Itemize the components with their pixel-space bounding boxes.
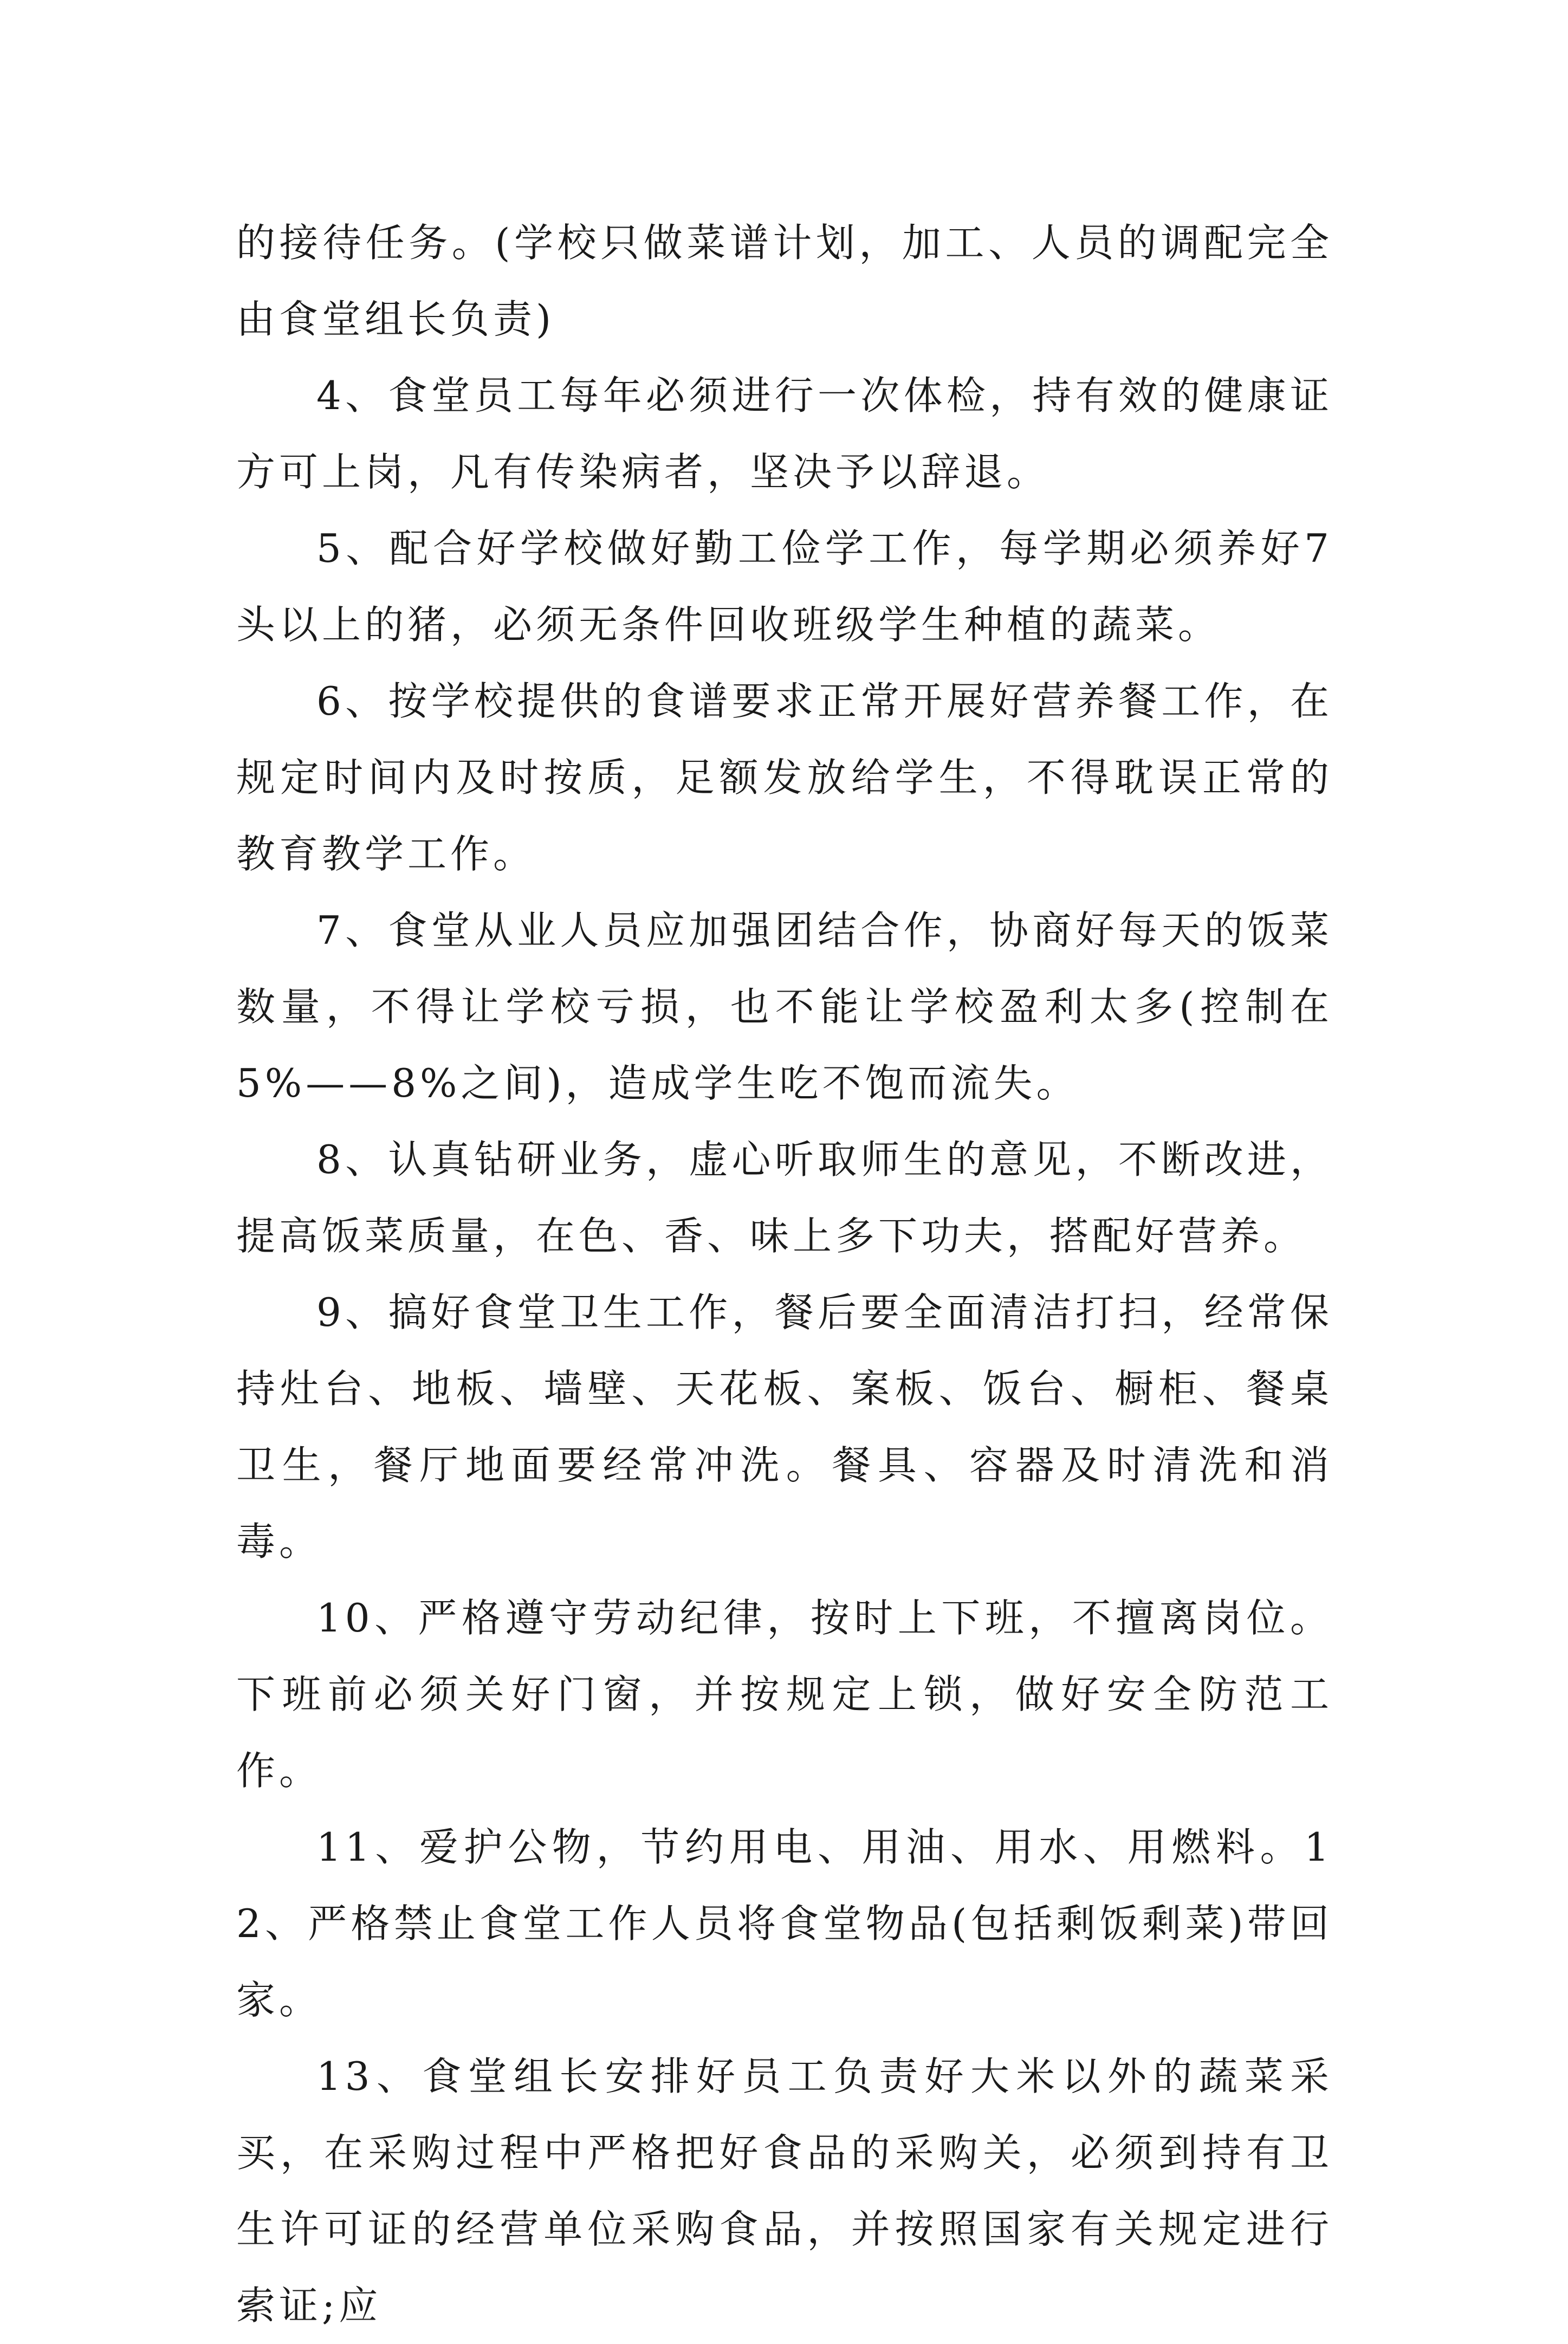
paragraph-item-7: 7、食堂从业人员应加强团结合作，协商好每天的饭菜数量，不得让学校亏损，也不能让学校盈利太多(控制在5%——8%之间)，造成学生吃不饱而流失。 <box>236 908 1333 1106</box>
document-body <box>236 205 1333 2344</box>
paragraph-item-9: 9、搞好食堂卫生工作，餐后要全面清洁打扫，经常保持灶台、地板、墙壁、天花板、案板、饭台、橱柜、餐桌卫生，餐厅地面要经常冲洗。餐具、容器及时清洗和消毒。 <box>236 1290 1333 1564</box>
paragraph-item-10: 10、严格遵守劳动纪律，按时上下班，不擅离岗位。下班前必须关好门窗，并按规定上锁，做好安全防范工作。 <box>236 1595 1333 1793</box>
paragraph-continuation: 的接待任务。(学校只做菜谱计划，加工、人员的调配完全由食堂组长负责) <box>236 220 1333 342</box>
paragraph-item-4: 4、食堂员工每年必须进行一次体检，持有效的健康证方可上岗，凡有传染病者，坚决予以辞退。 <box>236 373 1333 495</box>
paragraph-item-13: 13、食堂组长安排好员工负责好大米以外的蔬菜采买，在采购过程中严格把好食品的采购关，必须到持有卫生许可证的经营单位采购食品，并按照国家有关规定进行索证;应 <box>236 2054 1333 2328</box>
paragraph-item-8: 8、认真钻研业务，虚心听取师生的意见，不断改进，提高饭菜质量，在色、香、味上多下功夫，搭配好营养。 <box>236 1137 1333 1259</box>
paragraph-item-5: 5、配合好学校做好勤工俭学工作，每学期必须养好7头以上的猪，必须无条件回收班级学生种植的蔬菜。 <box>236 526 1333 647</box>
paragraph-item-6: 6、按学校提供的食谱要求正常开展好营养餐工作，在规定时间内及时按质，足额发放给学生，不得耽误正常的教育教学工作。 <box>236 678 1333 877</box>
paragraph-item-11-12: 11、爱护公物，节约用电、用油、用水、用燃料。12、严格禁止食堂工作人员将食堂物品(包括剩饭剩菜)带回家。 <box>236 1824 1333 2023</box>
